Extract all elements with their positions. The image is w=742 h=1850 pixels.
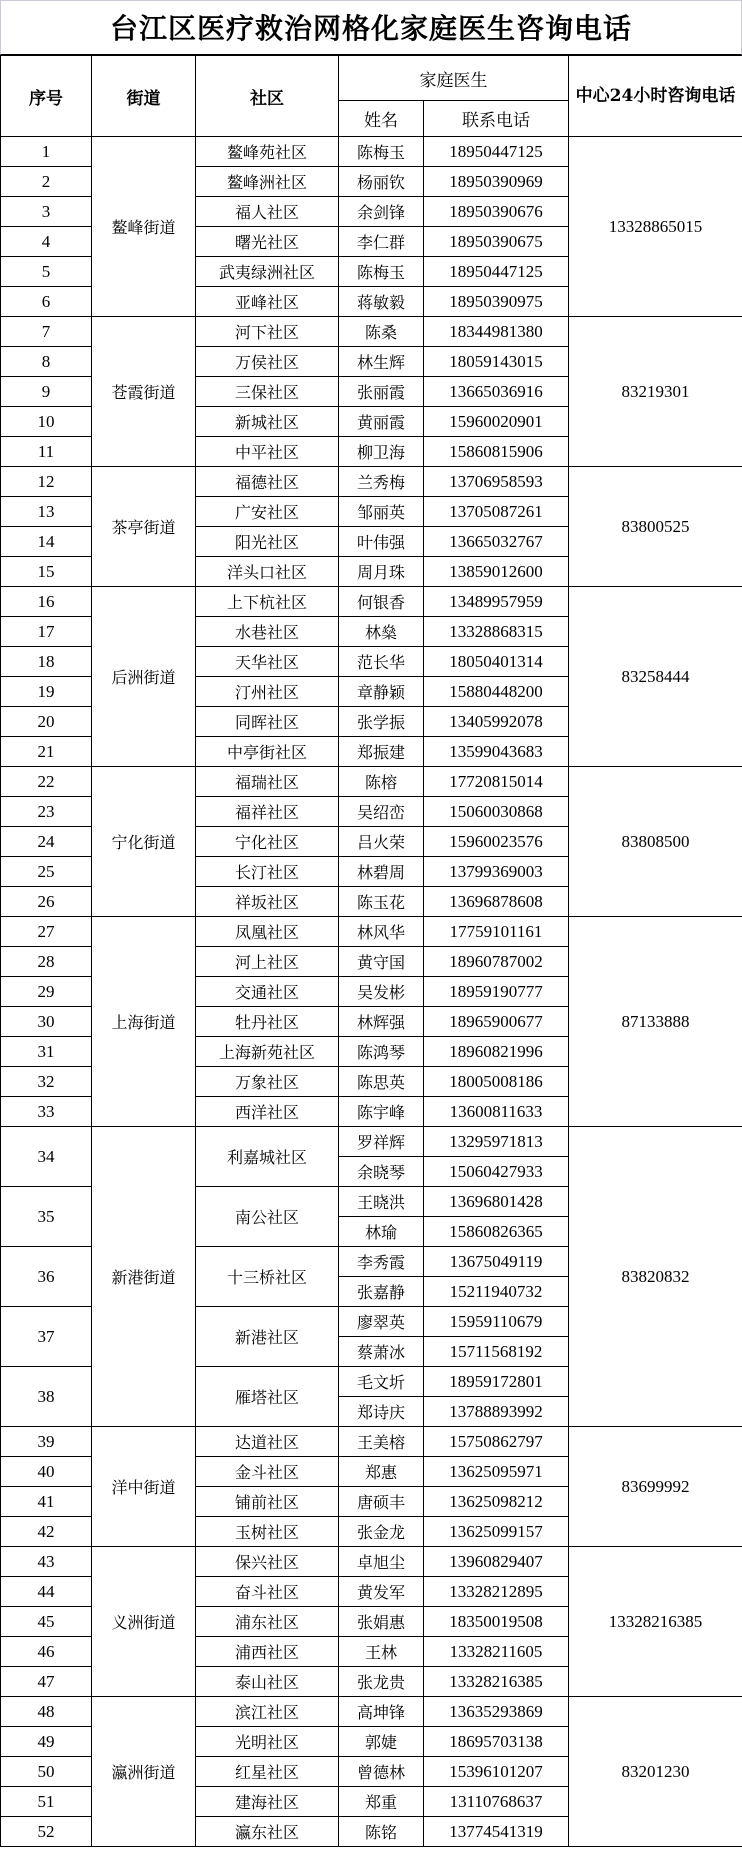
community-cell: 西洋社区 — [196, 1097, 339, 1127]
doctor-phone-cell: 18950390969 — [424, 167, 569, 197]
community-cell: 三保社区 — [196, 377, 339, 407]
doctor-name-cell: 陈宇峰 — [339, 1097, 424, 1127]
community-cell: 玉树社区 — [196, 1517, 339, 1547]
seq-cell: 26 — [1, 887, 92, 917]
doctor-phone-cell: 13960829407 — [424, 1547, 569, 1577]
community-cell: 十三桥社区 — [196, 1247, 339, 1307]
doctor-phone-cell: 18950390676 — [424, 197, 569, 227]
seq-cell: 24 — [1, 827, 92, 857]
doctor-name-cell: 陈铭 — [339, 1817, 424, 1847]
doctor-phone-cell: 18950390975 — [424, 287, 569, 317]
street-cell: 茶亭街道 — [92, 467, 196, 587]
doctor-name-cell: 高坤锋 — [339, 1697, 424, 1727]
doctor-phone-cell: 13110768637 — [424, 1787, 569, 1817]
community-cell: 金斗社区 — [196, 1457, 339, 1487]
doctor-name-cell: 曾德林 — [339, 1757, 424, 1787]
table-body — [1, 137, 742, 1847]
street-cell: 宁化街道 — [92, 767, 196, 917]
doctor-name-cell: 林风华 — [339, 917, 424, 947]
seq-cell: 37 — [1, 1307, 92, 1367]
seq-cell: 29 — [1, 977, 92, 1007]
doctor-name-cell: 王晓洪 — [339, 1187, 424, 1217]
header-street: 街道 — [92, 56, 196, 137]
doctor-phone-cell: 15711568192 — [424, 1337, 569, 1367]
community-cell: 建海社区 — [196, 1787, 339, 1817]
hotline-cell: 83800525 — [569, 467, 742, 587]
community-cell: 光明社区 — [196, 1727, 339, 1757]
doctor-name-cell: 余剑锋 — [339, 197, 424, 227]
doctor-phone-cell: 15750862797 — [424, 1427, 569, 1457]
seq-cell: 50 — [1, 1757, 92, 1787]
community-cell: 福祥社区 — [196, 797, 339, 827]
doctor-name-cell: 陈梅玉 — [339, 137, 424, 167]
seq-cell: 20 — [1, 707, 92, 737]
doctor-phone-cell: 18950390675 — [424, 227, 569, 257]
street-cell: 上海街道 — [92, 917, 196, 1127]
seq-cell: 51 — [1, 1787, 92, 1817]
doctor-phone-cell: 13328211605 — [424, 1637, 569, 1667]
header-family-doctor: 家庭医生 — [339, 56, 569, 101]
doctor-phone-cell: 13706958593 — [424, 467, 569, 497]
seq-cell: 6 — [1, 287, 92, 317]
seq-cell: 38 — [1, 1367, 92, 1427]
community-cell: 福德社区 — [196, 467, 339, 497]
community-cell: 雁塔社区 — [196, 1367, 339, 1427]
community-cell: 奋斗社区 — [196, 1577, 339, 1607]
seq-cell: 19 — [1, 677, 92, 707]
doctor-name-cell: 陈桑 — [339, 317, 424, 347]
doctor-phone-cell: 17759101161 — [424, 917, 569, 947]
seq-cell: 42 — [1, 1517, 92, 1547]
community-cell: 亚峰社区 — [196, 287, 339, 317]
seq-cell: 52 — [1, 1817, 92, 1847]
doctor-phone-cell: 13859012600 — [424, 557, 569, 587]
community-cell: 鳌峰苑社区 — [196, 137, 339, 167]
doctor-phone-cell: 13599043683 — [424, 737, 569, 767]
table-row — [1, 1697, 742, 1727]
doctor-name-cell: 罗祥辉 — [339, 1127, 424, 1157]
seq-cell: 44 — [1, 1577, 92, 1607]
header-seq: 序号 — [1, 56, 92, 137]
hotline-cell: 83699992 — [569, 1427, 742, 1547]
community-cell: 南公社区 — [196, 1187, 339, 1247]
street-cell: 瀛洲街道 — [92, 1697, 196, 1847]
street-cell: 义洲街道 — [92, 1547, 196, 1697]
table-row — [1, 1547, 742, 1577]
doctor-name-cell: 周月珠 — [339, 557, 424, 587]
doctor-name-cell: 李仁群 — [339, 227, 424, 257]
community-cell: 阳光社区 — [196, 527, 339, 557]
community-cell: 瀛东社区 — [196, 1817, 339, 1847]
community-cell: 祥坂社区 — [196, 887, 339, 917]
seq-cell: 39 — [1, 1427, 92, 1457]
doctor-phone-cell: 13774541319 — [424, 1817, 569, 1847]
doctor-name-cell: 范长华 — [339, 647, 424, 677]
community-cell: 福瑞社区 — [196, 767, 339, 797]
doctor-phone-cell: 15211940732 — [424, 1277, 569, 1307]
table-row — [1, 917, 742, 947]
doctor-name-cell: 柳卫海 — [339, 437, 424, 467]
community-cell: 利嘉城社区 — [196, 1127, 339, 1187]
community-cell: 宁化社区 — [196, 827, 339, 857]
seq-cell: 23 — [1, 797, 92, 827]
doctor-phone-cell: 15060030868 — [424, 797, 569, 827]
doctor-phone-cell: 13696801428 — [424, 1187, 569, 1217]
doctor-name-cell: 张金龙 — [339, 1517, 424, 1547]
doctor-phone-cell: 18950447125 — [424, 257, 569, 287]
doctor-phone-cell: 18059143015 — [424, 347, 569, 377]
community-cell: 长汀社区 — [196, 857, 339, 887]
doctor-name-cell: 李秀霞 — [339, 1247, 424, 1277]
seq-cell: 47 — [1, 1667, 92, 1697]
seq-cell: 12 — [1, 467, 92, 497]
hotline-cell: 87133888 — [569, 917, 742, 1127]
doctor-phone-cell: 13665032767 — [424, 527, 569, 557]
doctor-name-cell: 林瑜 — [339, 1217, 424, 1247]
seq-cell: 11 — [1, 437, 92, 467]
doctor-name-cell: 杨丽钦 — [339, 167, 424, 197]
street-cell: 鳌峰街道 — [92, 137, 196, 317]
doctor-name-cell: 兰秀梅 — [339, 467, 424, 497]
seq-cell: 27 — [1, 917, 92, 947]
table-row — [1, 587, 742, 617]
doctor-phone-cell: 18950447125 — [424, 137, 569, 167]
seq-cell: 35 — [1, 1187, 92, 1247]
seq-cell: 2 — [1, 167, 92, 197]
seq-cell: 8 — [1, 347, 92, 377]
seq-cell: 9 — [1, 377, 92, 407]
seq-cell: 1 — [1, 137, 92, 167]
community-cell: 上下杭社区 — [196, 587, 339, 617]
table-row — [1, 317, 742, 347]
community-cell: 新城社区 — [196, 407, 339, 437]
doctor-name-cell: 卓旭尘 — [339, 1547, 424, 1577]
doctor-name-cell: 郑惠 — [339, 1457, 424, 1487]
seq-cell: 14 — [1, 527, 92, 557]
doctor-phone-cell: 13788893992 — [424, 1397, 569, 1427]
doctor-phone-cell: 15960020901 — [424, 407, 569, 437]
doctor-name-cell: 王美榕 — [339, 1427, 424, 1457]
community-cell: 鳌峰洲社区 — [196, 167, 339, 197]
seq-cell: 4 — [1, 227, 92, 257]
community-cell: 河下社区 — [196, 317, 339, 347]
doctor-phone-cell: 13328216385 — [424, 1667, 569, 1697]
doctor-phone-cell: 18965900677 — [424, 1007, 569, 1037]
doctor-name-cell: 张龙贵 — [339, 1667, 424, 1697]
doctor-name-cell: 张娟惠 — [339, 1607, 424, 1637]
community-cell: 保兴社区 — [196, 1547, 339, 1577]
seq-cell: 32 — [1, 1067, 92, 1097]
seq-cell: 43 — [1, 1547, 92, 1577]
doctor-phone-cell: 15860826365 — [424, 1217, 569, 1247]
hotline-cell: 83808500 — [569, 767, 742, 917]
community-cell: 中亭街社区 — [196, 737, 339, 767]
community-cell: 上海新苑社区 — [196, 1037, 339, 1067]
table-row — [1, 767, 742, 797]
doctor-name-cell: 吴绍峦 — [339, 797, 424, 827]
community-cell: 曙光社区 — [196, 227, 339, 257]
community-cell: 汀州社区 — [196, 677, 339, 707]
hotline-cell: 83258444 — [569, 587, 742, 767]
table-row — [1, 137, 742, 167]
community-cell: 万侯社区 — [196, 347, 339, 377]
doctor-name-cell: 郑振建 — [339, 737, 424, 767]
seq-cell: 41 — [1, 1487, 92, 1517]
hotline-cell: 13328216385 — [569, 1547, 742, 1697]
community-cell: 水巷社区 — [196, 617, 339, 647]
doctor-name-cell: 郑诗庆 — [339, 1397, 424, 1427]
doctor-phone-cell: 18050401314 — [424, 647, 569, 677]
doctor-phone-cell: 13675049119 — [424, 1247, 569, 1277]
hotline-cell: 83201230 — [569, 1697, 742, 1847]
doctor-phone-cell: 15960023576 — [424, 827, 569, 857]
doctor-phone-cell: 15880448200 — [424, 677, 569, 707]
seq-cell: 3 — [1, 197, 92, 227]
doctor-name-cell: 何银香 — [339, 587, 424, 617]
seq-cell: 18 — [1, 647, 92, 677]
community-cell: 浦东社区 — [196, 1607, 339, 1637]
seq-cell: 16 — [1, 587, 92, 617]
doctor-name-cell: 余晓琴 — [339, 1157, 424, 1187]
doctor-name-cell: 毛文圻 — [339, 1367, 424, 1397]
doctor-phone-cell: 13489957959 — [424, 587, 569, 617]
community-cell: 滨江社区 — [196, 1697, 339, 1727]
doctor-phone-cell: 15396101207 — [424, 1757, 569, 1787]
doctor-name-cell: 郭婕 — [339, 1727, 424, 1757]
street-cell: 新港街道 — [92, 1127, 196, 1427]
doctor-name-cell: 陈思英 — [339, 1067, 424, 1097]
doctor-phone-cell: 17720815014 — [424, 767, 569, 797]
doctor-phone-cell: 13696878608 — [424, 887, 569, 917]
table-row — [1, 467, 742, 497]
seq-cell: 5 — [1, 257, 92, 287]
community-cell: 泰山社区 — [196, 1667, 339, 1697]
doctor-phone-cell: 13665036916 — [424, 377, 569, 407]
seq-cell: 10 — [1, 407, 92, 437]
doctor-phone-cell: 13625098212 — [424, 1487, 569, 1517]
doctor-phone-cell: 13635293869 — [424, 1697, 569, 1727]
seq-cell: 34 — [1, 1127, 92, 1187]
community-cell: 同晖社区 — [196, 707, 339, 737]
community-cell: 万象社区 — [196, 1067, 339, 1097]
community-cell: 武夷绿洲社区 — [196, 257, 339, 287]
doctor-name-cell: 陈梅玉 — [339, 257, 424, 287]
doctor-name-cell: 黄丽霞 — [339, 407, 424, 437]
doctor-name-cell: 邹丽英 — [339, 497, 424, 527]
doctor-phone-cell: 18695703138 — [424, 1727, 569, 1757]
seq-cell: 46 — [1, 1637, 92, 1667]
doctor-name-cell: 陈玉花 — [339, 887, 424, 917]
doctor-phone-cell: 18960787002 — [424, 947, 569, 977]
community-cell: 凤凰社区 — [196, 917, 339, 947]
seq-cell: 40 — [1, 1457, 92, 1487]
community-cell: 新港社区 — [196, 1307, 339, 1367]
street-cell: 洋中街道 — [92, 1427, 196, 1547]
doctor-phone-cell: 13405992078 — [424, 707, 569, 737]
community-cell: 铺前社区 — [196, 1487, 339, 1517]
doctor-name-cell: 林生辉 — [339, 347, 424, 377]
doctor-phone-cell: 13328868315 — [424, 617, 569, 647]
community-cell: 天华社区 — [196, 647, 339, 677]
doctor-name-cell: 廖翠英 — [339, 1307, 424, 1337]
doctor-name-cell: 张嘉静 — [339, 1277, 424, 1307]
doctor-phone-cell: 18005008186 — [424, 1067, 569, 1097]
doctor-name-cell: 蒋敏毅 — [339, 287, 424, 317]
doctor-name-cell: 王林 — [339, 1637, 424, 1667]
doctor-name-cell: 叶伟强 — [339, 527, 424, 557]
community-cell: 河上社区 — [196, 947, 339, 977]
street-cell: 后洲街道 — [92, 587, 196, 767]
seq-cell: 13 — [1, 497, 92, 527]
doctor-phone-cell: 15060427933 — [424, 1157, 569, 1187]
doctor-name-cell: 林燊 — [339, 617, 424, 647]
community-cell: 达道社区 — [196, 1427, 339, 1457]
seq-cell: 33 — [1, 1097, 92, 1127]
community-cell: 牡丹社区 — [196, 1007, 339, 1037]
doctor-phone-cell: 18960821996 — [424, 1037, 569, 1067]
doctor-name-cell: 张学振 — [339, 707, 424, 737]
community-cell: 广安社区 — [196, 497, 339, 527]
community-cell: 浦西社区 — [196, 1637, 339, 1667]
hotline-cell: 13328865015 — [569, 137, 742, 317]
doctor-phone-cell: 15959110679 — [424, 1307, 569, 1337]
seq-cell: 15 — [1, 557, 92, 587]
seq-cell: 28 — [1, 947, 92, 977]
table-row — [1, 1427, 742, 1457]
table-row — [1, 1127, 742, 1157]
doctor-phone-cell: 13625099157 — [424, 1517, 569, 1547]
doctor-name-cell: 蔡萧冰 — [339, 1337, 424, 1367]
seq-cell: 21 — [1, 737, 92, 767]
community-cell: 洋头口社区 — [196, 557, 339, 587]
doctor-phone-cell: 15860815906 — [424, 437, 569, 467]
doctor-name-cell: 陈榕 — [339, 767, 424, 797]
doctor-name-cell: 吕火荣 — [339, 827, 424, 857]
doctor-name-cell: 林辉强 — [339, 1007, 424, 1037]
seq-cell: 17 — [1, 617, 92, 647]
doctor-name-cell: 吴发彬 — [339, 977, 424, 1007]
doctor-phone-cell: 13600811633 — [424, 1097, 569, 1127]
community-cell: 红星社区 — [196, 1757, 339, 1787]
doctor-phone-cell: 18350019508 — [424, 1607, 569, 1637]
seq-cell: 31 — [1, 1037, 92, 1067]
seq-cell: 22 — [1, 767, 92, 797]
doctor-name-cell: 林碧周 — [339, 857, 424, 887]
doctor-contact-table — [0, 55, 742, 1847]
doctor-phone-cell: 13799369003 — [424, 857, 569, 887]
seq-cell: 49 — [1, 1727, 92, 1757]
header-hotline: 中心24小时咨询电话 — [569, 56, 742, 137]
doctor-name-cell: 唐硕丰 — [339, 1487, 424, 1517]
doctor-phone-cell: 18344981380 — [424, 317, 569, 347]
seq-cell: 36 — [1, 1247, 92, 1307]
doctor-phone-cell: 13705087261 — [424, 497, 569, 527]
doctor-name-cell: 郑重 — [339, 1787, 424, 1817]
seq-cell: 7 — [1, 317, 92, 347]
doctor-phone-cell: 13295971813 — [424, 1127, 569, 1157]
community-cell: 中平社区 — [196, 437, 339, 467]
doctor-name-cell: 黄守国 — [339, 947, 424, 977]
hotline-cell: 83219301 — [569, 317, 742, 467]
doctor-name-cell: 黄发军 — [339, 1577, 424, 1607]
community-cell: 福人社区 — [196, 197, 339, 227]
doctor-phone-cell: 18959172801 — [424, 1367, 569, 1397]
seq-cell: 48 — [1, 1697, 92, 1727]
seq-cell: 25 — [1, 857, 92, 887]
seq-cell: 45 — [1, 1607, 92, 1637]
hotline-cell: 83820832 — [569, 1127, 742, 1427]
header-doctor-phone: 联系电话 — [424, 101, 569, 137]
header-community: 社区 — [196, 56, 339, 137]
seq-cell: 30 — [1, 1007, 92, 1037]
street-cell: 苍霞街道 — [92, 317, 196, 467]
community-cell: 交通社区 — [196, 977, 339, 1007]
doctor-name-cell: 章静颖 — [339, 677, 424, 707]
doctor-name-cell: 陈鸿琴 — [339, 1037, 424, 1067]
doctor-name-cell: 张丽霞 — [339, 377, 424, 407]
doctor-phone-cell: 18959190777 — [424, 977, 569, 1007]
header-doctor-name: 姓名 — [339, 101, 424, 137]
doctor-phone-cell: 13328212895 — [424, 1577, 569, 1607]
document-title: 台江区医疗救治网格化家庭医生咨询电话 — [0, 0, 742, 55]
doctor-phone-cell: 13625095971 — [424, 1457, 569, 1487]
